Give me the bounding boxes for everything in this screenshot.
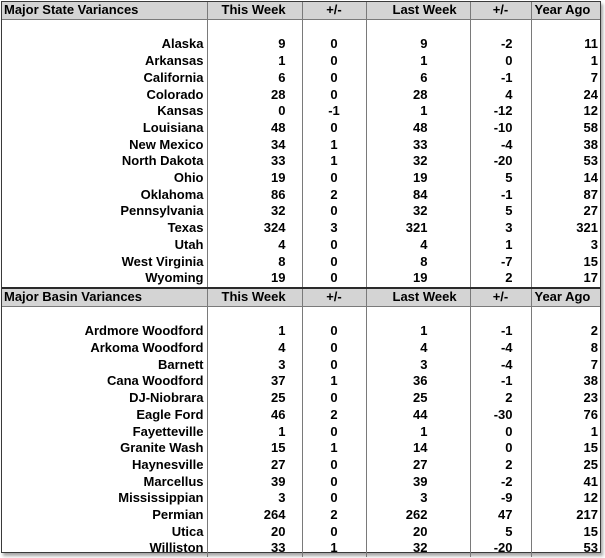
this-week-value: 48 bbox=[207, 120, 302, 137]
this-week-value: 39 bbox=[207, 474, 302, 491]
year-ago-value: 38 bbox=[583, 373, 598, 389]
this-week-value: 19 bbox=[207, 270, 302, 288]
change2-value: -20 bbox=[470, 540, 531, 557]
last-week-value: 9 bbox=[366, 36, 470, 53]
this-week-value: 37 bbox=[207, 373, 302, 390]
year-ago-value: 76 bbox=[583, 406, 598, 422]
change2-value: 2 bbox=[470, 390, 531, 407]
last-week-value: 19 bbox=[366, 170, 470, 187]
state-row bbox=[2, 220, 600, 237]
last-week-value: 1 bbox=[366, 424, 470, 441]
year-ago-value: 17 bbox=[583, 270, 598, 286]
basin-header-row bbox=[2, 288, 600, 306]
row-name: Colorado bbox=[2, 87, 207, 104]
change-value: 1 bbox=[302, 540, 366, 557]
change-value: 0 bbox=[302, 474, 366, 491]
this-week-value: 25 bbox=[207, 390, 302, 407]
year-ago-value: 2 bbox=[590, 323, 598, 339]
state-row bbox=[2, 237, 600, 254]
change2-value: 5 bbox=[470, 524, 531, 541]
year-ago-value: 15 bbox=[583, 253, 598, 269]
year-ago-value: 53 bbox=[583, 153, 598, 169]
change-value: 2 bbox=[302, 407, 366, 424]
row-name: Ohio bbox=[2, 170, 207, 187]
this-week-value: 6 bbox=[207, 70, 302, 87]
basin-row bbox=[2, 323, 600, 340]
this-week-value: 3 bbox=[207, 357, 302, 374]
state-row bbox=[2, 153, 600, 170]
state-row bbox=[2, 70, 600, 87]
change2-value: -1 bbox=[470, 373, 531, 390]
change-value: 1 bbox=[302, 373, 366, 390]
year-ago-value: 15 bbox=[583, 523, 598, 539]
row-name: Permian bbox=[2, 507, 207, 524]
this-week-value: 28 bbox=[207, 87, 302, 104]
last-week-value: 44 bbox=[366, 407, 470, 424]
row-name: Wyoming bbox=[2, 270, 207, 288]
year-ago-value: 24 bbox=[583, 86, 598, 102]
this-week-value: 33 bbox=[207, 153, 302, 170]
change-value: -1 bbox=[302, 103, 366, 120]
change2-header: +/- bbox=[470, 288, 531, 306]
change2-value: -30 bbox=[470, 407, 531, 424]
row-name: Oklahoma bbox=[2, 187, 207, 204]
row-name: California bbox=[2, 70, 207, 87]
last-week-value: 321 bbox=[366, 220, 470, 237]
change-value: 2 bbox=[302, 507, 366, 524]
year-ago-header: Year Ago bbox=[531, 288, 600, 306]
last-week-value: 3 bbox=[366, 490, 470, 507]
basin-row bbox=[2, 357, 600, 374]
row-name: Barnett bbox=[2, 357, 207, 374]
basin-row bbox=[2, 340, 600, 357]
last-week-value: 6 bbox=[366, 70, 470, 87]
row-name: Texas bbox=[2, 220, 207, 237]
year-ago-value: 7 bbox=[590, 69, 598, 85]
state-row bbox=[2, 36, 600, 53]
change-value: 0 bbox=[302, 70, 366, 87]
year-ago-value: 8 bbox=[590, 340, 598, 356]
change2-value: 2 bbox=[470, 457, 531, 474]
this-week-value: 0 bbox=[207, 103, 302, 120]
year-ago-value: 14 bbox=[583, 170, 598, 186]
change-value: 3 bbox=[302, 220, 366, 237]
last-week-value: 84 bbox=[366, 187, 470, 204]
change-value: 0 bbox=[302, 357, 366, 374]
basin-row bbox=[2, 440, 600, 457]
year-ago-value: 1 bbox=[590, 423, 598, 439]
this-week-value: 19 bbox=[207, 170, 302, 187]
change-value: 0 bbox=[302, 53, 366, 70]
change2-value: -1 bbox=[470, 187, 531, 204]
this-week-value: 3 bbox=[207, 490, 302, 507]
last-week-value: 4 bbox=[366, 237, 470, 254]
spacer-row bbox=[2, 19, 600, 36]
last-week-value: 33 bbox=[366, 137, 470, 154]
state-section-title: Major State Variances bbox=[2, 2, 207, 19]
this-week-value: 4 bbox=[207, 340, 302, 357]
change2-value: 3 bbox=[470, 220, 531, 237]
change2-value: 4 bbox=[470, 87, 531, 104]
change-value: 2 bbox=[302, 187, 366, 204]
change2-value: -2 bbox=[470, 474, 531, 491]
year-ago-value: 1 bbox=[590, 53, 598, 69]
row-name: Alaska bbox=[2, 36, 207, 53]
year-ago-value: 58 bbox=[583, 119, 598, 135]
last-week-value: 27 bbox=[366, 457, 470, 474]
state-row bbox=[2, 187, 600, 204]
change2-value: 0 bbox=[470, 440, 531, 457]
change2-value: -12 bbox=[470, 103, 531, 120]
row-name: Ardmore Woodford bbox=[2, 323, 207, 340]
change-value: 0 bbox=[302, 254, 366, 271]
change2-header: +/- bbox=[470, 2, 531, 19]
row-name: Mississippian bbox=[2, 490, 207, 507]
change-value: 0 bbox=[302, 237, 366, 254]
row-name: Pennsylvania bbox=[2, 203, 207, 220]
this-week-value: 1 bbox=[207, 53, 302, 70]
change2-value: 1 bbox=[470, 237, 531, 254]
change-value: 0 bbox=[302, 424, 366, 441]
change2-value: 47 bbox=[470, 507, 531, 524]
this-week-value: 32 bbox=[207, 203, 302, 220]
last-week-value: 3 bbox=[366, 357, 470, 374]
basin-row bbox=[2, 540, 600, 557]
state-header-row bbox=[2, 2, 600, 19]
basin-row bbox=[2, 474, 600, 491]
change-value: 0 bbox=[302, 203, 366, 220]
row-name: Arkoma Woodford bbox=[2, 340, 207, 357]
state-row bbox=[2, 254, 600, 271]
last-week-header: Last Week bbox=[366, 288, 470, 306]
last-week-value: 262 bbox=[366, 507, 470, 524]
row-name: Haynesville bbox=[2, 457, 207, 474]
row-name: North Dakota bbox=[2, 153, 207, 170]
last-week-value: 32 bbox=[366, 540, 470, 557]
change2-value: -4 bbox=[470, 340, 531, 357]
this-week-value: 9 bbox=[207, 36, 302, 53]
row-name: Williston bbox=[2, 540, 207, 557]
this-week-value: 264 bbox=[207, 507, 302, 524]
change-header: +/- bbox=[302, 288, 366, 306]
this-week-value: 1 bbox=[207, 424, 302, 441]
last-week-value: 25 bbox=[366, 390, 470, 407]
row-name: Utica bbox=[2, 524, 207, 541]
change-value: 0 bbox=[302, 270, 366, 288]
this-week-value: 1 bbox=[207, 323, 302, 340]
change2-value: -4 bbox=[470, 357, 531, 374]
change-value: 0 bbox=[302, 87, 366, 104]
this-week-value: 4 bbox=[207, 237, 302, 254]
basin-row bbox=[2, 490, 600, 507]
last-week-value: 14 bbox=[366, 440, 470, 457]
change-value: 0 bbox=[302, 457, 366, 474]
this-week-value: 27 bbox=[207, 457, 302, 474]
year-ago-value: 11 bbox=[584, 36, 598, 52]
basin-row bbox=[2, 373, 600, 390]
year-ago-value: 25 bbox=[583, 456, 598, 472]
year-ago-value: 23 bbox=[583, 390, 598, 406]
change-value: 0 bbox=[302, 323, 366, 340]
this-week-value: 46 bbox=[207, 407, 302, 424]
last-week-value: 32 bbox=[366, 203, 470, 220]
this-week-header: This Week bbox=[207, 288, 302, 306]
year-ago-value: 217 bbox=[576, 507, 598, 523]
year-ago-value: 321 bbox=[576, 220, 598, 236]
this-week-value: 8 bbox=[207, 254, 302, 271]
change2-value: -20 bbox=[470, 153, 531, 170]
this-week-value: 86 bbox=[207, 187, 302, 204]
row-name: Louisiana bbox=[2, 120, 207, 137]
row-name: Granite Wash bbox=[2, 440, 207, 457]
change2-value: -10 bbox=[470, 120, 531, 137]
last-week-value: 36 bbox=[366, 373, 470, 390]
change2-value: -2 bbox=[470, 36, 531, 53]
change-header: +/- bbox=[302, 2, 366, 19]
change2-value: 2 bbox=[470, 270, 531, 288]
basin-row bbox=[2, 424, 600, 441]
change-value: 0 bbox=[302, 36, 366, 53]
row-name: West Virginia bbox=[2, 254, 207, 271]
state-row bbox=[2, 270, 600, 288]
basin-row bbox=[2, 524, 600, 541]
year-ago-value: 53 bbox=[583, 540, 598, 556]
change-value: 1 bbox=[302, 137, 366, 154]
row-name: Eagle Ford bbox=[2, 407, 207, 424]
change2-value: 5 bbox=[470, 203, 531, 220]
basin-row bbox=[2, 390, 600, 407]
change-value: 0 bbox=[302, 524, 366, 541]
year-ago-header: Year Ago bbox=[531, 2, 600, 19]
row-name: Fayetteville bbox=[2, 424, 207, 441]
last-week-header: Last Week bbox=[366, 2, 470, 19]
state-row bbox=[2, 170, 600, 187]
basin-row bbox=[2, 457, 600, 474]
change2-value: 5 bbox=[470, 170, 531, 187]
state-row bbox=[2, 120, 600, 137]
variance-table-frame bbox=[1, 1, 601, 556]
change-value: 0 bbox=[302, 340, 366, 357]
year-ago-value: 38 bbox=[583, 136, 598, 152]
last-week-value: 4 bbox=[366, 340, 470, 357]
row-name: Marcellus bbox=[2, 474, 207, 491]
last-week-value: 1 bbox=[366, 53, 470, 70]
state-row bbox=[2, 103, 600, 120]
last-week-value: 39 bbox=[366, 474, 470, 491]
change2-value: -4 bbox=[470, 137, 531, 154]
this-week-value: 15 bbox=[207, 440, 302, 457]
last-week-value: 1 bbox=[366, 323, 470, 340]
year-ago-value: 12 bbox=[583, 103, 598, 119]
state-row bbox=[2, 137, 600, 154]
basin-row bbox=[2, 407, 600, 424]
this-week-value: 324 bbox=[207, 220, 302, 237]
year-ago-value: 87 bbox=[583, 186, 598, 202]
last-week-value: 32 bbox=[366, 153, 470, 170]
this-week-value: 33 bbox=[207, 540, 302, 557]
variance-table-body bbox=[2, 2, 600, 557]
state-row bbox=[2, 203, 600, 220]
year-ago-value: 41 bbox=[583, 473, 598, 489]
change2-value: 0 bbox=[470, 53, 531, 70]
year-ago-value: 27 bbox=[583, 203, 598, 219]
year-ago-value: 7 bbox=[590, 356, 598, 372]
change-value: 1 bbox=[302, 440, 366, 457]
spacer-row bbox=[2, 306, 600, 323]
this-week-value: 20 bbox=[207, 524, 302, 541]
basin-section-title: Major Basin Variances bbox=[2, 288, 207, 306]
last-week-value: 1 bbox=[366, 103, 470, 120]
last-week-value: 20 bbox=[366, 524, 470, 541]
state-row bbox=[2, 53, 600, 70]
change2-value: -1 bbox=[470, 70, 531, 87]
basin-row bbox=[2, 507, 600, 524]
change-value: 1 bbox=[302, 153, 366, 170]
this-week-value: 34 bbox=[207, 137, 302, 154]
change-value: 0 bbox=[302, 120, 366, 137]
change2-value: -1 bbox=[470, 323, 531, 340]
row-name: Cana Woodford bbox=[2, 373, 207, 390]
change-value: 0 bbox=[302, 490, 366, 507]
row-name: Kansas bbox=[2, 103, 207, 120]
change2-value: -9 bbox=[470, 490, 531, 507]
state-row bbox=[2, 87, 600, 104]
year-ago-value: 3 bbox=[590, 236, 598, 252]
variance-table bbox=[2, 2, 600, 557]
year-ago-value: 15 bbox=[583, 440, 598, 456]
last-week-value: 48 bbox=[366, 120, 470, 137]
last-week-value: 28 bbox=[366, 87, 470, 104]
row-name: DJ-Niobrara bbox=[2, 390, 207, 407]
change-value: 0 bbox=[302, 170, 366, 187]
change2-value: -7 bbox=[470, 254, 531, 271]
year-ago-value: 12 bbox=[583, 490, 598, 506]
row-name: Utah bbox=[2, 237, 207, 254]
row-name: New Mexico bbox=[2, 137, 207, 154]
row-name: Arkansas bbox=[2, 53, 207, 70]
change2-value: 0 bbox=[470, 424, 531, 441]
last-week-value: 8 bbox=[366, 254, 470, 271]
last-week-value: 19 bbox=[366, 270, 470, 288]
this-week-header: This Week bbox=[207, 2, 302, 19]
change-value: 0 bbox=[302, 390, 366, 407]
